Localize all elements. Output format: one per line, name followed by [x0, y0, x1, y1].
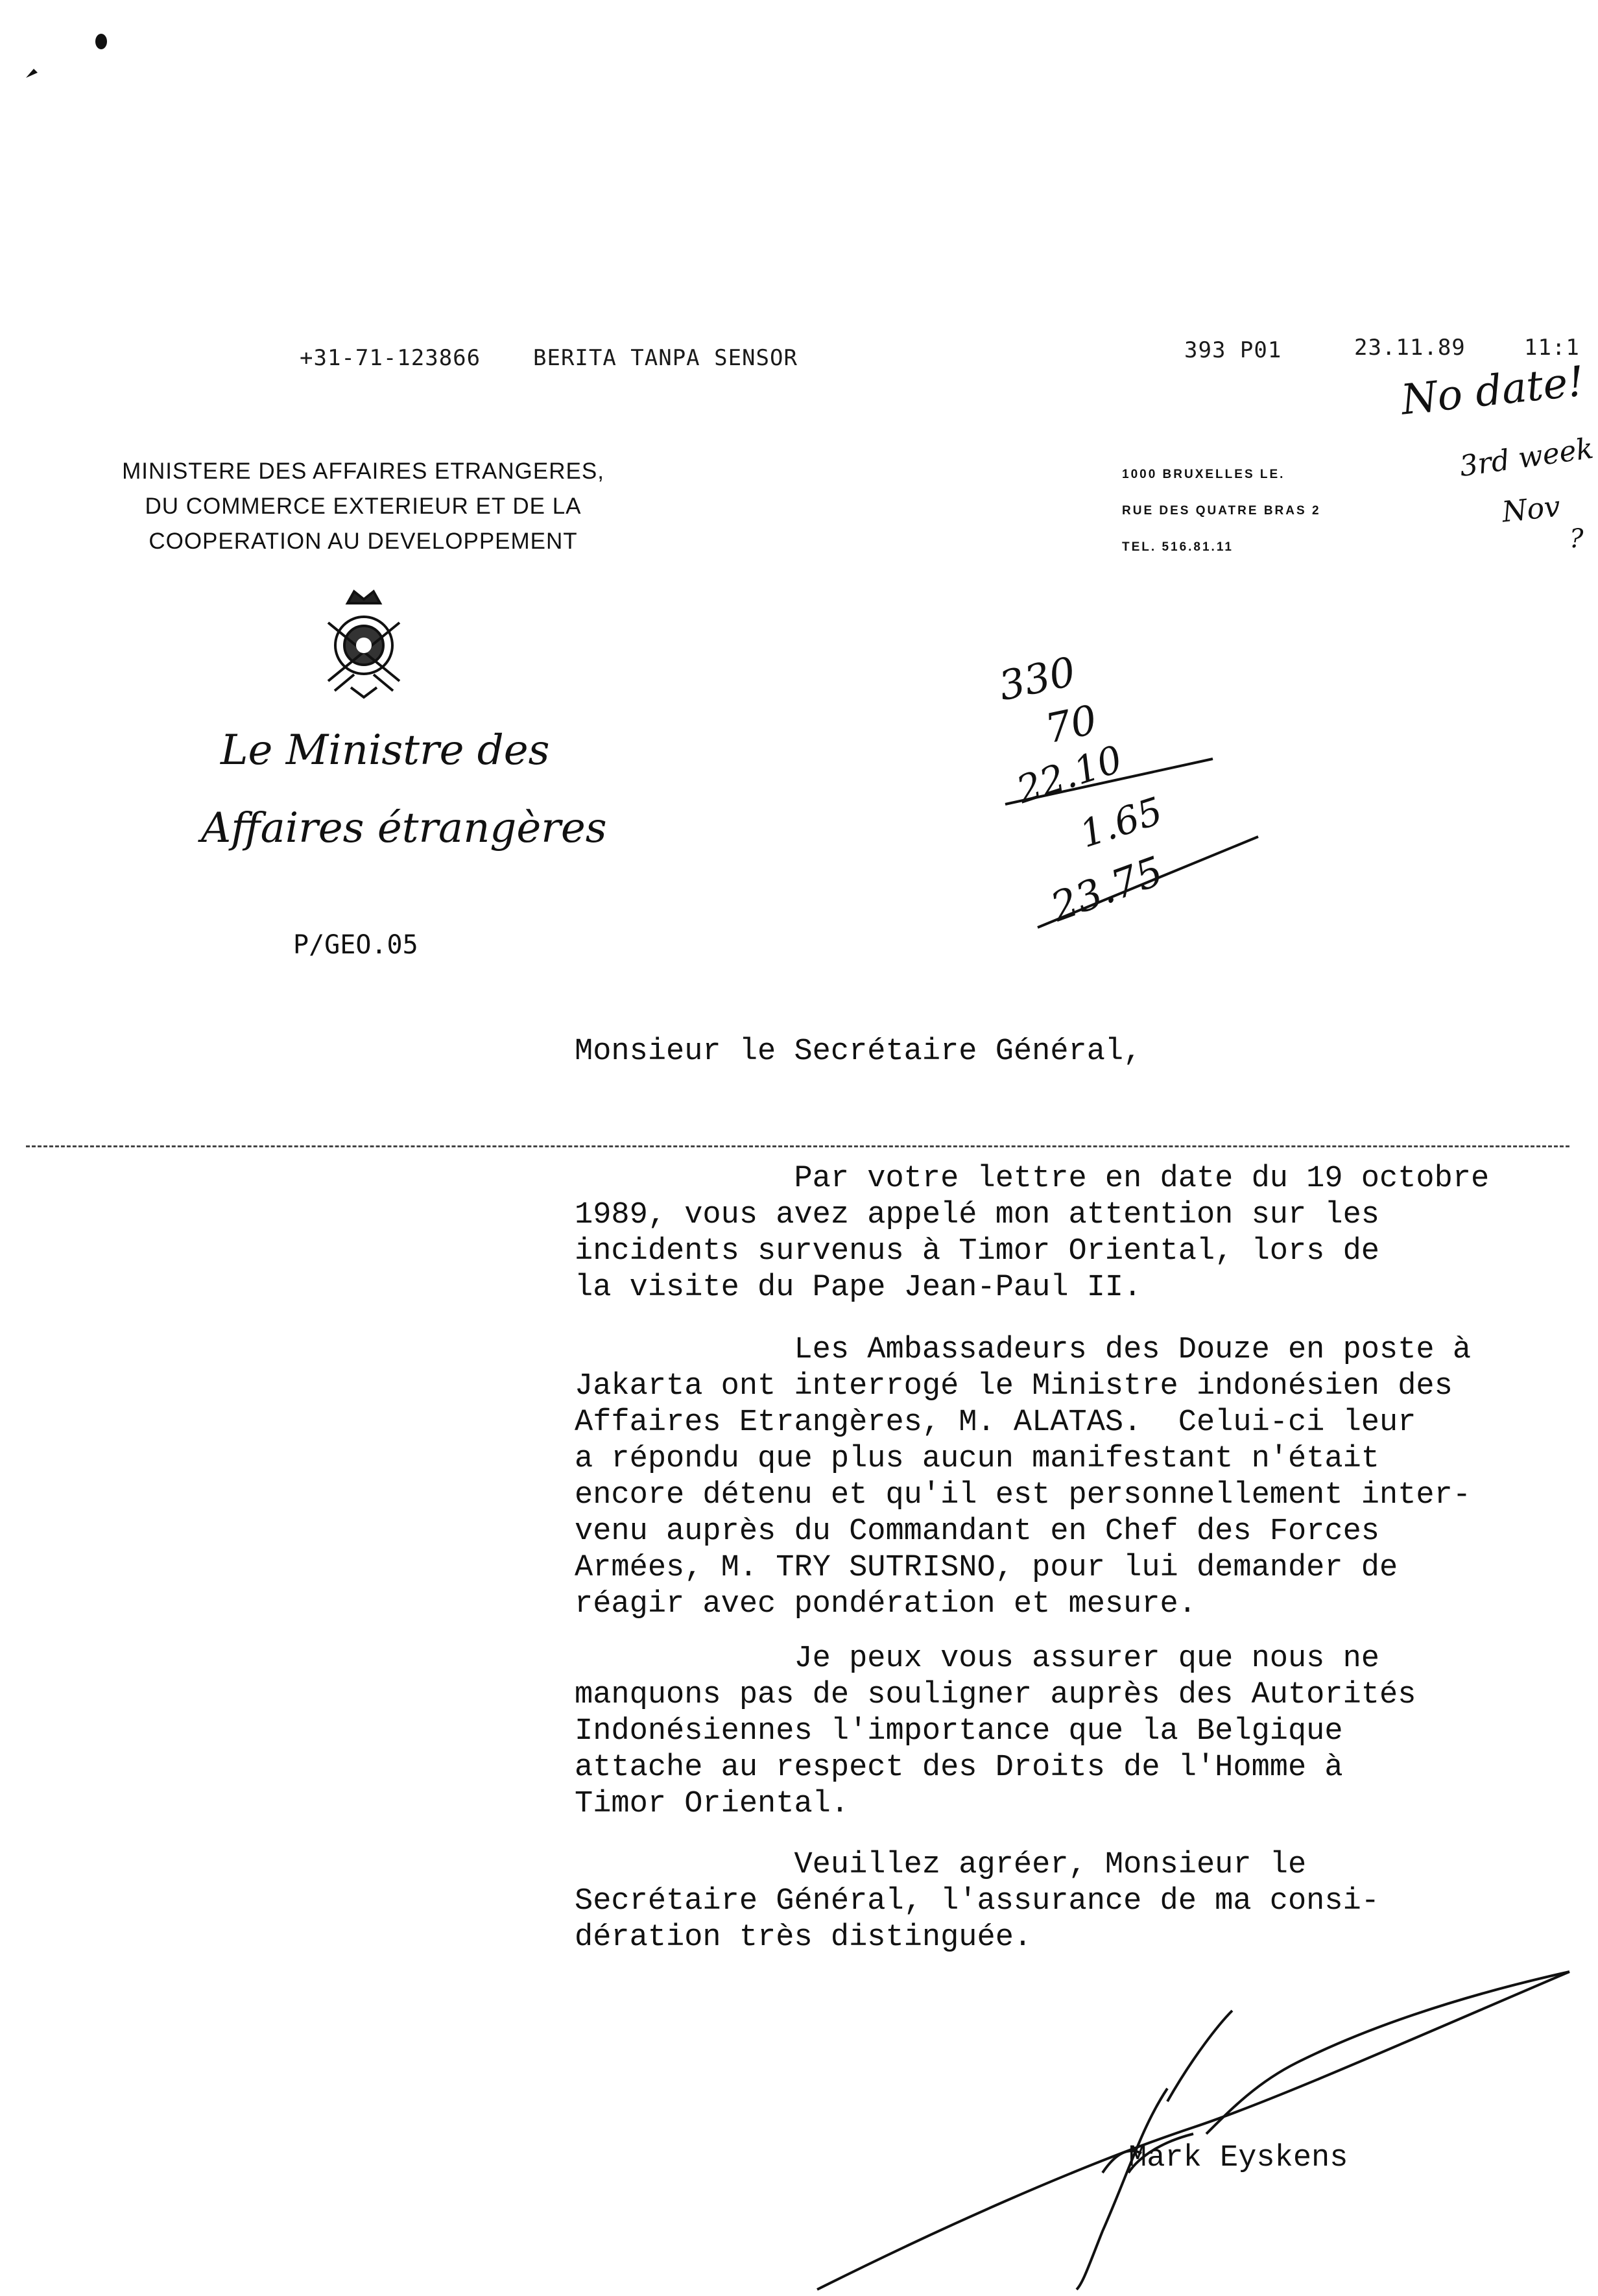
fax-date: 23.11.89 — [1354, 335, 1466, 361]
handwritten-question-mark: ? — [1569, 524, 1584, 554]
handwritten-calc-4: 1.65 — [1074, 788, 1168, 857]
reference-number: P/GEO.05 — [293, 930, 418, 960]
ministry-line-1: MINISTERE DES AFFAIRES ETRANGERES, — [122, 459, 604, 484]
handwritten-month-note: Nov — [1500, 490, 1562, 529]
ministry-line-3: COOPERATION AU DEVELOPPEMENT — [149, 529, 578, 554]
fax-page: 393 P01 — [1184, 337, 1282, 363]
handwritten-week-note: 3rd week — [1457, 431, 1596, 484]
handwritten-calc-3: 22.10 — [1011, 737, 1128, 812]
ministry-name — [117, 454, 610, 559]
handwritten-calc-underlines — [999, 746, 1271, 940]
coat-of-arms-emblem — [315, 584, 412, 700]
salutation: Monsieur le Secrétaire Général, — [575, 1034, 1142, 1069]
fax-transmission-line — [26, 1145, 1569, 1147]
handwritten-calc-1: 330 — [994, 647, 1080, 710]
handwritten-no-date: No date! — [1398, 357, 1587, 425]
ministry-address — [1122, 457, 1321, 566]
stray-ink-marks — [0, 0, 143, 104]
handwritten-signature — [804, 1959, 1582, 2296]
fax-number: +31-71-123866 — [300, 345, 481, 371]
fax-time: 11:1 — [1524, 335, 1580, 361]
letterhead-title-line-2: Affaires étrangères — [201, 804, 607, 852]
body-paragraph-4: Veuillez agréer, Monsieur le Secrétaire Général, l'assurance de ma consi- dération très distinguée. — [575, 1848, 1380, 1955]
body-paragraph-3: Je peux vous assurer que nous ne manquons pas de souligner auprès des Autorités Indonésiennes l'importance que la Belgique attache au respect des Droits de l'Homme à Timor Oriental. — [575, 1642, 1416, 1821]
body-paragraph-2: Les Ambassadeurs des Douze en poste à Jakarta ont interrogé le Ministre indonésien des Affaires Etrangères, M. ALATAS. Celui-ci leur a répondu que plus aucun manifestant n'était encore détenu et qu'il est personnellement inter- venu auprès du Commandant en Chef des Forces Armées, M. TRY SUTRISNO, pour lui demander de réagir avec pondération et mesure. — [575, 1333, 1472, 1621]
address-line-1: 1000 BRUXELLES LE. — [1122, 468, 1285, 481]
ministry-line-2: DU COMMERCE EXTERIEUR ET DE LA — [145, 494, 582, 519]
handwritten-calc-2: 70 — [1041, 695, 1101, 753]
fax-sender: BERITA TANPA SENSOR — [533, 345, 798, 371]
body-paragraph-1: Par votre lettre en date du 19 octobre 1989, vous avez appelé mon attention sur les incidents survenus à Timor Oriental, lors de la visite du Pape Jean-Paul II. — [575, 1162, 1490, 1305]
address-line-2: RUE DES QUATRE BRAS 2 — [1122, 504, 1321, 518]
letterhead-title-line-1: Le Ministre des — [221, 726, 550, 774]
address-line-3: TEL. 516.81.11 — [1122, 540, 1234, 554]
signatory-name: Mark Eyskens — [1128, 2141, 1348, 2175]
handwritten-calc-5: 23.75 — [1044, 846, 1169, 931]
